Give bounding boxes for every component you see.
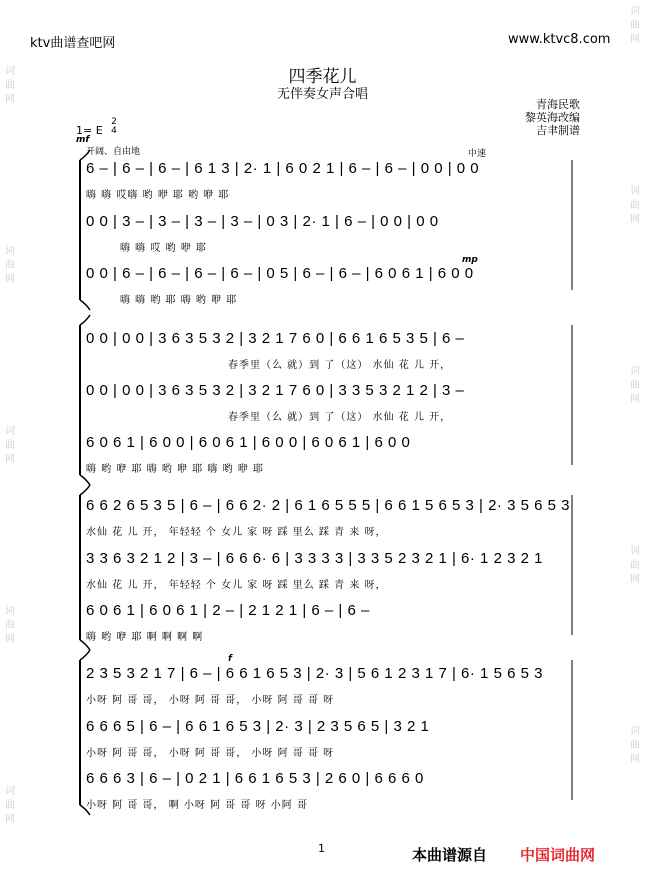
time-top: 2 — [111, 117, 117, 127]
staff-lyrics: 水仙 花 儿 开， 年轻轻 个 女儿 家 呀 踩 里么 踩 青 来 呀， — [86, 580, 387, 591]
watermark-char: 词 — [630, 366, 640, 377]
watermark-char: 网 — [5, 814, 15, 825]
credit-transcriber: 吉聿制谱 — [536, 124, 580, 137]
staff-notes: 0 0 | 0 0 | 3 6 3 5 3 2 | 3 2 1 7 6 0 | 6 6 1 6 5 3 5 | 6 – — [86, 330, 465, 347]
watermark-char: 网 — [5, 634, 15, 645]
staff-notes: 2 3 5 3 2 1 7 | 6 – | 6 6 1 6 5 3 | 2· 3 | 5 6 1 2 3 1 7 | 6· 1 5 6 5 3 — [86, 665, 543, 682]
staff-lyrics: 嗨 嗨 哎 哟 咿 耶 — [120, 243, 207, 254]
staff-lyrics: 嗨 哟 咿 耶 啊 啊 啊 啊 — [86, 632, 204, 643]
staff-lyrics: 嗨 嗨 哟 耶 嗨 哟 咿 耶 — [120, 295, 238, 306]
staff-notes: 0 0 | 6 – | 6 – | 6 – | 6 – | 0 5 | 6 – | 6 – | 6 0 6 1 | 6 0 0 — [86, 265, 474, 282]
staff-lyrics: 嗨 嗨 哎嗨 哟 咿 耶 哟 咿 耶 — [86, 190, 230, 201]
tempo-start: 开阔、自由地 — [86, 147, 141, 157]
staff-notes: 6 – | 6 – | 6 – | 6 1 3 | 2· 1 | 6 0 2 1 | 6 – | 6 – | 0 0 | 0 0 — [86, 160, 480, 177]
song-subtitle: 无伴奏女声合唱 — [276, 87, 368, 102]
staff-lyrics: 小呀 阿 哥 哥， 小呀 阿 哥 哥， 小呀 阿 哥 哥 呀 — [86, 748, 335, 759]
watermark-char: 曲 — [5, 80, 15, 91]
watermark-char: 词 — [630, 726, 640, 737]
dynamic-mid: mp — [462, 255, 478, 265]
watermark-char: 曲 — [5, 260, 15, 271]
staff-notes: 6 0 6 1 | 6 0 0 | 6 0 6 1 | 6 0 0 | 6 0 6 1 | 6 0 0 — [86, 434, 411, 451]
watermark-char: 词 — [5, 786, 15, 797]
staff-notes: 6 0 6 1 | 6 0 6 1 | 2 – | 2 1 2 1 | 6 – | 6 – — [86, 602, 370, 619]
page-number: 1 — [318, 842, 325, 855]
staff-notes: 0 0 | 0 0 | 3 6 3 5 3 2 | 3 2 1 7 6 0 | 3 3 5 3 2 1 2 | 3 – — [86, 382, 465, 399]
watermark-char: 曲 — [630, 380, 640, 391]
credit-arranger: 黎英海改编 — [525, 111, 580, 124]
song-title: 四季花儿 — [288, 67, 357, 87]
staff-notes: 0 0 | 3 – | 3 – | 3 – | 3 – | 0 3 | 2· 1 | 6 – | 0 0 | 0 0 — [86, 213, 439, 230]
site-logo-text[interactable]: ktv曲谱查吧网 — [30, 36, 116, 51]
staff-lyrics: 水仙 花 儿 开， 年轻轻 个 女儿 家 呀 踩 里么 踩 青 来 呀， — [86, 527, 387, 538]
watermark-char: 网 — [630, 754, 640, 765]
staff-lyrics: 春季里（么 就）到 了（这） 水仙 花 儿 开， — [228, 412, 452, 423]
watermark-char: 词 — [5, 246, 15, 257]
watermark-char: 曲 — [5, 800, 15, 811]
site-url[interactable]: www.ktvc8.com — [508, 32, 611, 47]
staff-notes: 6 6 2 6 5 3 5 | 6 – | 6 6 2· 2 | 6 1 6 5 5 5 | 6 6 1 5 6 5 3 | 2· 3 5 6 5 3 — [86, 497, 570, 514]
watermark-char: 曲 — [5, 620, 15, 631]
credit-origin: 青海民歌 — [536, 98, 580, 111]
watermark-char: 曲 — [630, 20, 640, 31]
staff-lyrics: 小呀 阿 哥 哥， 啊 小呀 阿 哥 哥 呀 小阿 哥 — [86, 800, 308, 811]
watermark-char: 网 — [630, 34, 640, 45]
staff-lyrics: 嗨 哟 咿 耶 嗨 哟 咿 耶 嗨 哟 咿 耶 — [86, 464, 264, 475]
watermark-char: 网 — [630, 394, 640, 405]
time-bottom: 4 — [111, 126, 117, 136]
staff-lyrics: 春季里（么 就）到 了（这） 水仙 花 儿 开， — [228, 360, 452, 371]
staff-lyrics: 小呀 阿 哥 哥， 小呀 阿 哥 哥， 小呀 阿 哥 哥 呀 — [86, 695, 335, 706]
dynamic-forte: f — [228, 654, 232, 664]
watermark-char: 曲 — [630, 200, 640, 211]
watermark-char: 词 — [630, 186, 640, 197]
watermark-char: 曲 — [630, 560, 640, 571]
key-signature: 1= E — [76, 124, 103, 137]
staff-notes: 3 3 6 3 2 1 2 | 3 – | 6 6 6· 6 | 3 3 3 3 | 3 3 5 2 3 2 1 | 6· 1 2 3 2 1 — [86, 550, 543, 567]
watermark-char: 词 — [630, 6, 640, 17]
watermark-char: 曲 — [5, 440, 15, 451]
watermark-char: 网 — [630, 214, 640, 225]
watermark-char: 词 — [5, 66, 15, 77]
watermark-char: 网 — [5, 94, 15, 105]
source-site-link[interactable]: 中国词曲网 — [520, 846, 596, 864]
watermark-char: 网 — [5, 454, 15, 465]
watermark-char: 网 — [5, 274, 15, 285]
dynamic-start: mf — [76, 135, 90, 145]
tempo-mid: 中速 — [468, 149, 487, 159]
staff-notes: 6 6 6 3 | 6 – | 0 2 1 | 6 6 1 6 5 3 | 2 6 0 | 6 6 6 0 — [86, 770, 424, 787]
watermark-char: 词 — [5, 426, 15, 437]
watermark-char: 词 — [5, 606, 15, 617]
watermark-char: 词 — [630, 546, 640, 557]
watermark-char: 曲 — [630, 740, 640, 751]
watermark-char: 网 — [630, 574, 640, 585]
source-label: 本曲谱源自 — [412, 846, 488, 864]
staff-notes: 6 6 6 5 | 6 – | 6 6 1 6 5 3 | 2· 3 | 2 3 5 6 5 | 3 2 1 — [86, 718, 430, 735]
